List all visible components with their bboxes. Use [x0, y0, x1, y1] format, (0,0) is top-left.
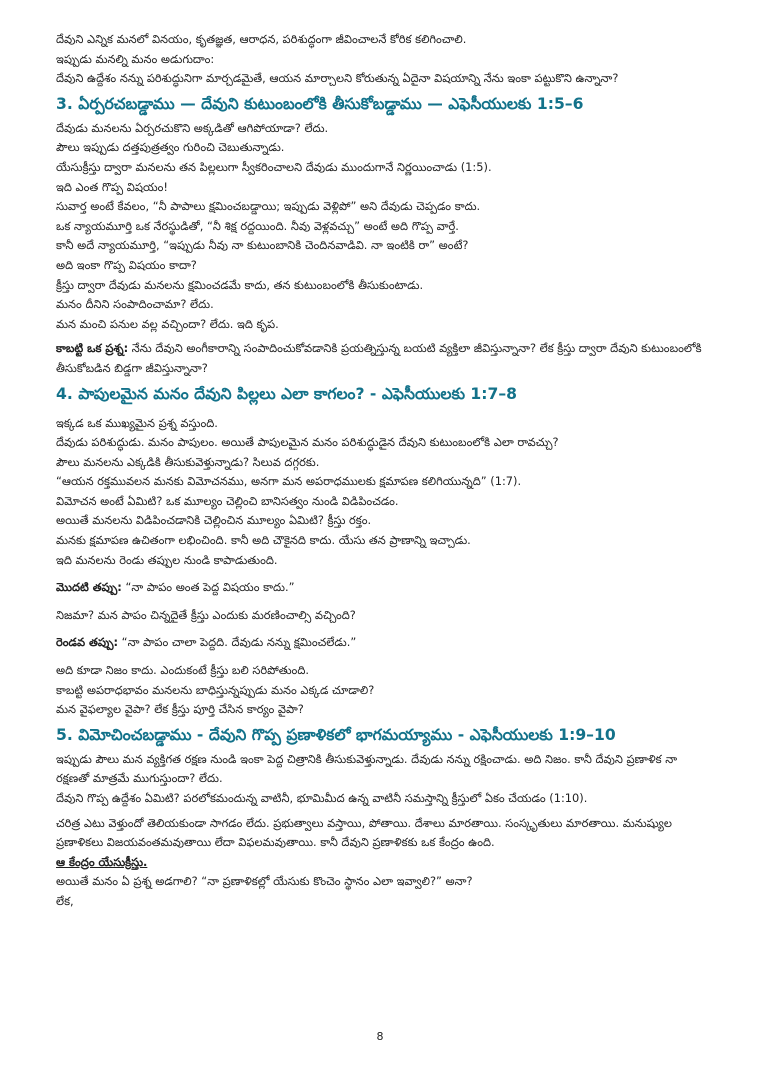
section-3-question — [56, 339, 706, 378]
section-5-center: ఆ కేంద్రం యేసుక్రీస్తు. — [56, 854, 148, 869]
intro-line-2: ఇప్పుడు మనల్ని మనం అడుగుదాం: — [56, 51, 215, 66]
section-3-line: ఒక న్యాయమూర్తి ఒక నేరస్థుడితో, “నీ శిక్ష రద్దయింది. నీవు వెళ్లవచ్చు” అంటే అది గొప్ప వార్తే. — [56, 218, 459, 233]
mistake-1-label: మొదటి తప్పు: — [56, 580, 122, 595]
intro-line-1: దేవుని ఎన్నిక మనలో వినయం, కృతజ్ఞత, ఆరాధన, పరిశుద్ధంగా జీవించాలనే కోరిక కలిగించాలి. — [56, 32, 467, 46]
section-3-heading: 3. ఏర్పరచబడ్డాము — దేవుని కుటుంబంలోకి తీసుకోబడ్డాము — ఎఫెసీయులకు 1:5–6 — [56, 94, 584, 113]
section-3-line: క్రీస్తు ద్వారా దేవుడు మనలను క్షమించడమే కాదు, తన కుటుంబంలోకి తీసుకుంటాడు. — [56, 277, 424, 292]
section-3-line: ఇది ఎంత గొప్ప విషయం! — [56, 179, 168, 194]
mistake-1-text: “నా పాపం అంత పెద్ద విషయం కాదు.” — [121, 580, 295, 595]
mistake-1-reply: నిజమా? మన పాపం చిన్నదైతే క్రీస్తు ఎందుకు మరణించాల్సి వచ్చింది? — [56, 607, 356, 622]
section-5-line: ఇప్పుడు పౌలు మన వ్యక్తిగత రక్షణ నుండి ఇంకా పెద్ద చిత్రానికి తీసుకువెళ్తున్నాడు. దేవుడు నన్ను రక్షించాడు. అది నిజం. కానీ దేవుని ప్రణాళిక నా రక్షణతో మాత్రమే ముగుస్తుందా? లేదు. — [56, 751, 678, 786]
section-3-line: పౌలు ఇప్పుడు దత్తపుత్రత్వం గురించి చెబుతున్నాడు. — [56, 140, 285, 155]
section-3-line: కానీ అదే న్యాయమూర్తి, “ఇప్పుడు నీవు నా కుటుంబానికి చెందినవాడివి. నా ఇంటికి రా” అంటే? — [56, 238, 469, 253]
section-4-line: దేవుడు పరిశుద్ధుడు. మనం పాపులం. అయితే పాపులమైన మనం పరిశుద్ధుడైన దేవుని కుటుంబంలోకి ఎలా రావచ్చు? — [56, 435, 559, 450]
section-5-tail: లేక, — [56, 893, 74, 908]
section-5-tail: అయితే మనం ఏ ప్రశ్న అడగాలి? “నా ప్రణాళికల్లో యేసుకు కొంచెం స్థానం ఎలా ఇవ్వాలి?” అనా? — [56, 874, 473, 889]
section-4-closing: అది కూడా నిజం కాదు. ఎందుకంటే క్రీస్తు బలి సరిపోతుంది. — [56, 663, 309, 678]
question-label: కాబట్టి ఒక ప్రశ్న: — [56, 341, 129, 356]
mistake-1 — [56, 578, 706, 598]
section-3-line: మన మంచి పనుల వల్ల వచ్చిందా? లేదు. ఇది కృప. — [56, 316, 279, 331]
section-4-heading: 4. పాపులమైన మనం దేవుని పిల్లలు ఎలా కాగలం? - ఎఫెసీయులకు 1:7–8 — [56, 384, 518, 403]
mistake-2 — [56, 633, 706, 653]
section-3-line: సువార్త అంటే కేవలం, “నీ పాపాలు క్షమించబడ్డాయి; ఇప్పుడు వెళ్లిపో” అని దేవుడు చెప్పడం కాదు. — [56, 199, 481, 214]
section-3-line: యేసుక్రీస్తు ద్వారా మనలను తన పిల్లలుగా స్వీకరించాలని దేవుడు ముందుగానే నిర్ణయించాడు (1:5). — [56, 159, 492, 174]
section-4-line: “ఆయన రక్తమువలన మనకు విమోచనము, అనగా మన అపరాధములకు క్షమాపణ కలిగియున్నది” (1:7). — [56, 474, 522, 489]
section-4-line: విమోచన అంటే ఏమిటి? ఒక మూల్యం చెల్లించి బానిసత్వం నుండి విడిపించడం. — [56, 493, 399, 508]
section-5-heading: 5. విమోచించబడ్డాము - దేవుని గొప్ప ప్రణాళికలో భాగమయ్యాము - ఎఫెసీయులకు 1:9–10 — [56, 725, 616, 744]
section-5-line: దేవుని గొప్ప ఉద్దేశం ఏమిటి? పరలోకమందున్న వాటినీ, భూమిమీద ఉన్న వాటినీ సమస్తాన్ని క్రీస్తులో ఏకం చేయడం (1:10). — [56, 791, 588, 805]
section-4-closing: మన వైఫల్యాల వైపా? లేక క్రీస్తు పూర్తి చేసిన కార్యం వైపా? — [56, 702, 304, 717]
section-3-line: మనం దీనిని సంపాదించామా? లేదు. — [56, 297, 214, 312]
mistake-2-text: “నా పాపం చాలా పెద్దది. దేవుడు నన్ను క్షమించలేడు.” — [118, 635, 357, 650]
page-number: 8 — [376, 1030, 384, 1043]
section-4-line: ఇది మనలను రెండు తప్పుల నుండి కాపాడుతుంది. — [56, 552, 278, 567]
section-4-line: అయితే మనలను విడిపించడానికి చెల్లించిన మూల్యం ఏమిటి? క్రీస్తు రక్తం. — [56, 513, 372, 528]
section-3-line: దేవుడు మనలను ఏర్పరచుకొని అక్కడితో ఆగిపోయాడా? లేదు. — [56, 120, 329, 135]
section-4-closing: కాబట్టి అపరాధభావం మనలను బాధిస్తున్నప్పుడు మనం ఎక్కడ చూడాలి? — [56, 682, 375, 697]
section-4-line: పౌలు మనలను ఎక్కడికి తీసుకువెళ్తున్నాడు? సిలువ దగ్గరకు. — [56, 454, 320, 469]
section-3-line: అది ఇంకా గొప్ప విషయం కాదా? — [56, 257, 197, 272]
mistake-2-label: రెండవ తప్పు: — [56, 635, 119, 650]
intro-line-3: దేవుని ఉద్దేశం నన్ను పరిశుద్ధునిగా మార్చడమైతే, ఆయన మార్చాలని కోరుతున్న ఏదైనా విషయాన్ని నేను ఇంకా పట్టుకొని ఉన్నానా? — [56, 71, 619, 86]
question-text: నేను దేవుని అంగీకారాన్ని సంపాదించుకోవడానికి ప్రయత్నిస్తున్న బయటి వ్యక్తిలా జీవిస్తున్నానా? లేక క్రీస్తు ద్వారా దేవుని కుటుంబంలోకి తీసుకోబడిన బిడ్డగా జీవిస్తున్నానా? — [56, 341, 702, 375]
section-4-line: ఇక్కడ ఒక ముఖ్యమైన ప్రశ్న వస్తుంది. — [56, 415, 218, 430]
section-5-paragraph: చరిత్ర ఎటు వెళ్తుందో తెలియకుండా సాగడం లేదు. ప్రభుత్వాలు వస్తాయి, పోతాయి. దేశాలు మారతాయి. సంస్కృతులు మారతాయి. మనుష్యుల ప్రణాళికలు విజయవంతమవుతాయి లేదా విఫలమవుతాయి. కానీ దేవుని ప్రణాళికకు ఒక కేంద్రం ఉంది. — [56, 815, 672, 850]
section-4-line: మనకు క్షమాపణ ఉచితంగా లభించింది. కానీ అది చౌకైనది కాదు. యేసు తన ప్రాణాన్ని ఇచ్చాడు. — [56, 533, 471, 548]
